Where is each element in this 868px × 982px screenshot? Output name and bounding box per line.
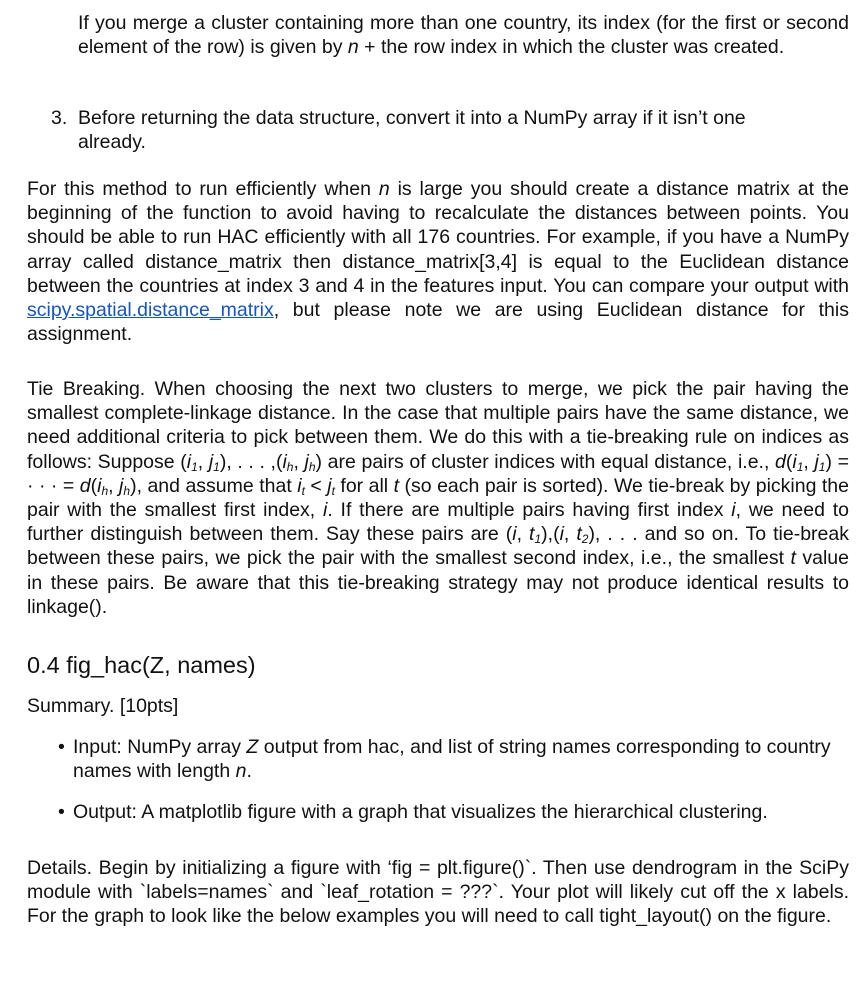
- bullet-icon: •: [58, 736, 65, 758]
- bullet-input-text: Input: NumPy array Z output from hac, and list of string names corresponding to country names with length n.: [73, 736, 831, 783]
- distance-matrix-paragraph: For this method to run efficiently when n is large you should create a distance matrix at the beginning of the function to avoid having to recalculate the distances between points. You should be able to run HAC efficiently with all 176 countries. For example, if you have a NumPy array called distance_matrix then distance_matrix[3,4] is equal to the Euclidean distance between the countries at index 3 and 4 in the features input. You can compare your output with scipy.spatial.distance_matrix, but please note we are using Euclidean distance for this assignment.: [27, 178, 849, 346]
- bullet-output-text: Output: A matplotlib figure with a graph that visualizes the hierarchical clustering.: [73, 801, 768, 823]
- bullet-output: [58, 800, 849, 824]
- list-item-number: 3.: [51, 107, 68, 129]
- bullet-icon: •: [58, 801, 65, 823]
- list-item-3: [51, 106, 849, 154]
- tie-breaking-paragraph: Tie Breaking. When choosing the next two clusters to merge, we pick the pair having the smallest complete-linkage distance. In the case that multiple pairs have the same distance, we need additional criteria to pick between them. We do this with a tie-breaking rule on indices as follows: Suppose ($i_1$, $j_1$), . . . $,(i_h$, $j_h$) are pairs of cluster indices with equal distance, i.e., $d(i_1$, $j_1$) = · · · = $d(i_h$, $j_h$), and assume that $i_t < j_t$ for all t (so each pair is sorted). We tie-break by picking the pair with the smallest first index, i. If there are multiple pairs having first index i, we need to further distinguish between them. Say these pairs are (i, $t_1),(i$, $t_2$), . . . and so on. To tie-break between these pairs, we pick the pair with the smallest second index, i.e., the smallest t value in these pairs. Be aware that this tie-breaking strategy may not produce identical results to linkage().: [27, 378, 849, 618]
- list-item-text-line2: already.: [78, 131, 146, 154]
- section-heading: 0.4 fig_hac(Z, names): [27, 652, 256, 678]
- list-item-text-line1: Before returning the data structure, convert it into a NumPy array if it isn’t one: [78, 107, 746, 129]
- details-paragraph: Details. Begin by initializing a figure with ‘fig = plt.figure()`. Then use dendrogram in the SciPy module with `labels=names` and `leaf_rotation = ???`. Your plot will likely cut off the x labels. For the graph to look like the below examples you will need to call tight_layout() on the figure.: [27, 857, 849, 928]
- summary-label: Summary. [10pts]: [27, 695, 179, 717]
- bullet-input: [58, 735, 849, 783]
- merge-index-paragraph: If you merge a cluster containing more than one country, its index (for the first or second element of the row) is given by n + the row index in which the cluster was created.: [78, 12, 849, 59]
- scipy-distance-matrix-link[interactable]: scipy.spatial.distance_matrix: [27, 299, 274, 322]
